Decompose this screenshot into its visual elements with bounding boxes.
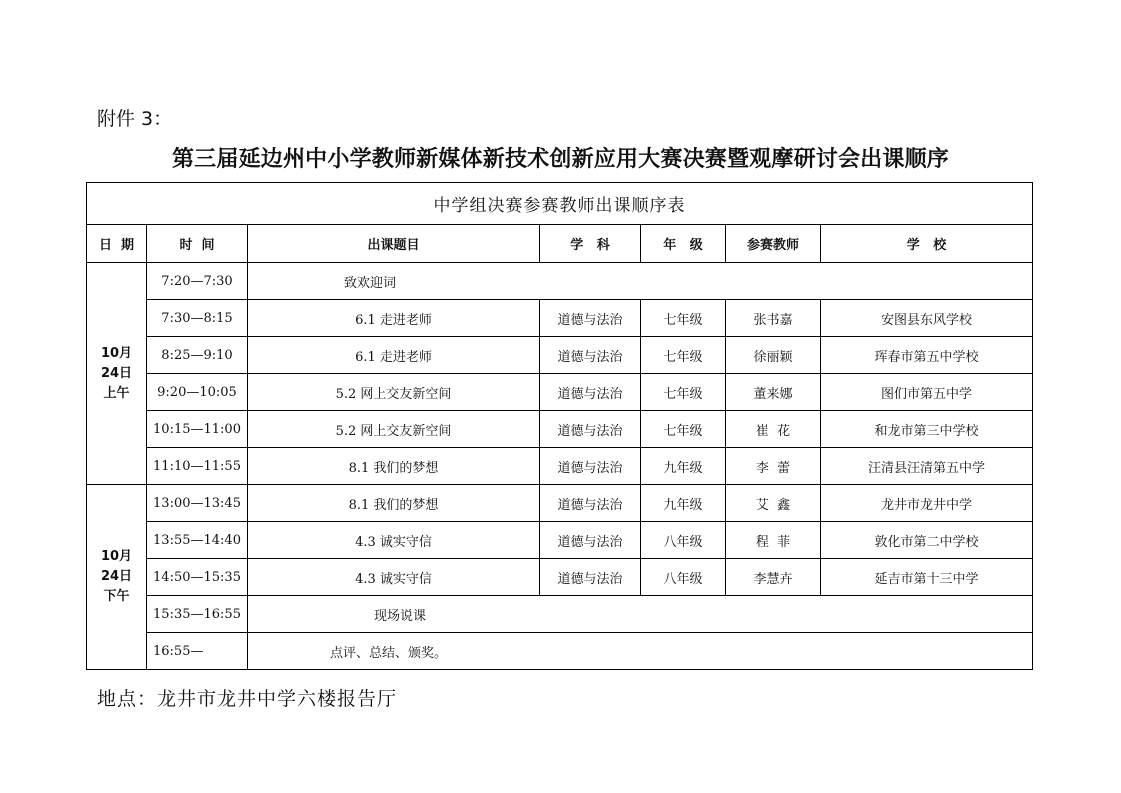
school-cell: 珲春市第五中学校 [821, 337, 1033, 374]
grade-cell: 九年级 [641, 448, 726, 485]
grade-cell: 七年级 [641, 374, 726, 411]
document-title: 第三届延边州中小学教师新媒体新技术创新应用大赛决赛暨观摩研讨会出课顺序 [171, 146, 949, 172]
teacher-cell: 董来娜 [726, 374, 821, 411]
grade-cell: 九年级 [641, 485, 726, 522]
date-month: 10月 [100, 345, 133, 361]
school-cell: 龙井市龙井中学 [821, 485, 1033, 522]
topic-cell [248, 633, 1033, 670]
header-teacher: 参赛教师 [726, 225, 821, 263]
topic-cell: 5.2 网上交友新空间 [248, 411, 540, 448]
teacher-cell: 徐丽颖 [726, 337, 821, 374]
date-cell-morning [87, 263, 147, 485]
subject-cell: 道德与法治 [540, 411, 641, 448]
school-cell: 敦化市第二中学校 [821, 522, 1033, 559]
date-period: 下午 [103, 589, 130, 604]
attachment-label: 附件 3： [97, 108, 173, 130]
time-cell: 8:25—9:10 [147, 337, 248, 374]
header-topic: 出课题目 [248, 225, 540, 263]
date-day: 24日 [100, 569, 133, 584]
time-cell: 14:50—15:35 [147, 559, 248, 596]
time-cell: 11:10—11:55 [147, 448, 248, 485]
teacher-cell: 张书嘉 [726, 300, 821, 337]
subject-cell: 道德与法治 [540, 522, 641, 559]
topic-text: 现场说课 [374, 608, 427, 624]
date-day: 24日 [100, 365, 133, 381]
topic-cell: 8.1 我们的梦想 [248, 485, 540, 522]
grade-cell: 七年级 [641, 300, 726, 337]
table-caption: 中学组决赛参赛教师出课顺序表 [87, 183, 1033, 225]
topic-cell: 8.1 我们的梦想 [248, 448, 540, 485]
grade-cell: 八年级 [641, 522, 726, 559]
teacher-cell: 李慧卉 [726, 559, 821, 596]
time-cell: 13:00—13:45 [147, 485, 248, 522]
time-cell: 13:55—14:40 [147, 522, 248, 559]
time-text: 16:55— [153, 643, 204, 659]
subject-cell: 道德与法治 [540, 485, 641, 522]
subject-cell: 道德与法治 [540, 559, 641, 596]
topic-cell: 4.3 诚实守信 [248, 522, 540, 559]
header-grade: 年 级 [641, 225, 726, 263]
schedule-table [86, 182, 1033, 670]
topic-cell: 6.1 走进老师 [248, 337, 540, 374]
time-cell: 15:35—16:55 [147, 596, 248, 633]
time-cell: 9:20—10:05 [147, 374, 248, 411]
teacher-cell: 艾 鑫 [726, 485, 821, 522]
time-cell: 7:30—8:15 [147, 300, 248, 337]
topic-cell: 5.2 网上交友新空间 [248, 374, 540, 411]
header-time: 时 间 [147, 225, 248, 263]
topic-cell [248, 263, 1033, 300]
subject-cell: 道德与法治 [540, 300, 641, 337]
header-date: 日 期 [87, 225, 147, 263]
school-cell: 图们市第五中学 [821, 374, 1033, 411]
topic-text: 点评、总结、颁奖。 [330, 645, 448, 661]
header-school: 学 校 [821, 225, 1033, 263]
time-cell [147, 633, 248, 670]
topic-cell: 4.3 诚实守信 [248, 559, 540, 596]
time-cell: 10:15—11:00 [147, 411, 248, 448]
date-cell-afternoon [87, 485, 147, 670]
time-cell: 7:20—7:30 [147, 263, 248, 300]
date-period: 上午 [103, 385, 130, 401]
teacher-cell: 程 菲 [726, 522, 821, 559]
school-cell: 和龙市第三中学校 [821, 411, 1033, 448]
subject-cell: 道德与法治 [540, 337, 641, 374]
school-cell: 延吉市第十三中学 [821, 559, 1033, 596]
subject-cell: 道德与法治 [540, 448, 641, 485]
topic-cell [248, 596, 1033, 633]
date-month: 10月 [100, 549, 133, 564]
location-text: 地点：龙井市龙井中学六楼报告厅 [97, 688, 398, 710]
school-cell: 安图县东风学校 [821, 300, 1033, 337]
school-cell: 汪清县汪清第五中学 [821, 448, 1033, 485]
grade-cell: 七年级 [641, 337, 726, 374]
teacher-cell: 崔 花 [726, 411, 821, 448]
header-subject: 学 科 [540, 225, 641, 263]
grade-cell: 八年级 [641, 559, 726, 596]
topic-cell: 6.1 走进老师 [248, 300, 540, 337]
topic-text: 致欢迎词 [344, 275, 397, 291]
teacher-cell: 李 蕾 [726, 448, 821, 485]
grade-cell: 七年级 [641, 411, 726, 448]
subject-cell: 道德与法治 [540, 374, 641, 411]
